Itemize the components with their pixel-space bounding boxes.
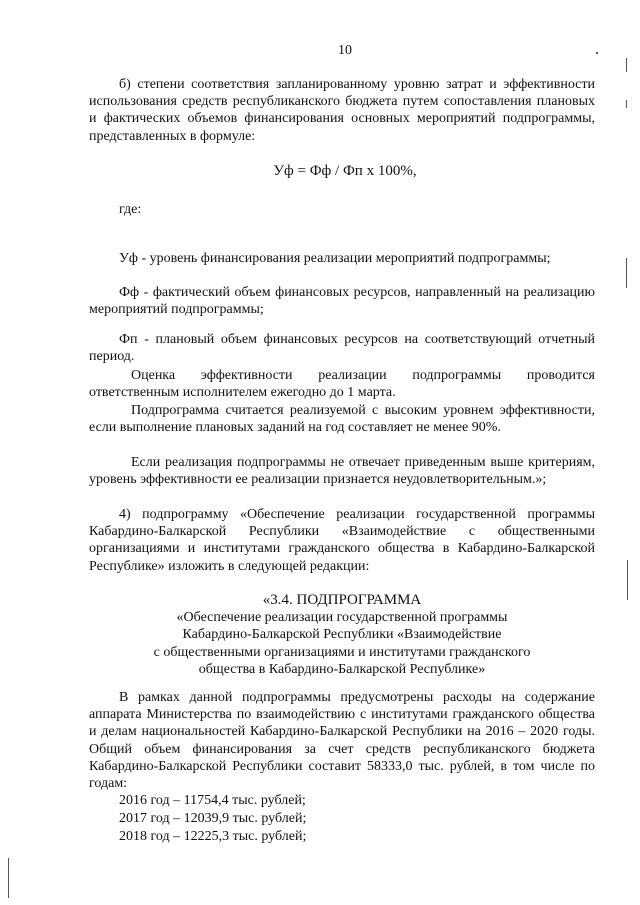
where-label: где: [119,202,142,217]
scan-mark [626,58,627,72]
paragraph-evaluation: Оценка эффективности реализации подпрограммы проводится ответственным исполнителем ежегодно до 1 марта. [89,368,595,401]
formula: Уф = Фф / Фп х 100%, [273,163,417,179]
paragraph-high-efficiency: Подпрограмма считается реализуемой с высоким уровнем эффективности, если выполнение плановых заданий на год составляет не менее 90%. [89,403,595,436]
scan-mark [8,858,9,898]
year-2016: 2016 год – 11754,4 тыс. рублей; [119,793,306,808]
definition-fp: Фп - плановый объем финансовых ресурсов на соответствующий отчетный период. [89,332,595,365]
definition-ff: Фф - фактический объем финансовых ресурсов, направленный на реализацию мероприятий подпрограммы; [89,285,595,318]
paragraph-b: б) степени соответствия запланированному уровню затрат и эффективности использования средств республиканского бюджета путем сопоставления плановых и фактических объемов финансирования основных мероприятий подпрограммы, представленных в формуле: [89,77,595,144]
page-number: 10 [338,43,352,58]
year-2017: 2017 год – 12039,9 тыс. рублей; [119,811,307,826]
paragraph-costs: В рамках данной подпрограммы предусмотрены расходы на содержание аппарата Министерства по взаимодействию с институтами гражданского общества и делам национальностей Кабардино-Балкарской Республики на 2016 – 2020 годы. Общий объем финансирования за счет средств республиканского бюджета Кабардино-Балкарской Республики составит 58333,0 тыс. рублей, в том числе по годам: [89,690,595,792]
scan-mark [626,258,627,288]
paragraph-unsatisfactory: Если реализация подпрограммы не отвечает приведенным выше критериям, уровень эффективности ее реализации признается неудовлетворительным.»; [89,455,595,488]
scan-dot [596,52,598,54]
scan-mark [627,560,628,600]
heading-line-3: Кабардино-Балкарской Республики «Взаимодействие [182,627,502,643]
heading-line-5: общества в Кабардино-Балкарской Республике» [198,661,486,677]
year-2018: 2018 год – 12225,3 тыс. рублей; [119,829,307,844]
subprogram-heading [89,592,595,678]
definition-u: Уф - уровень финансирования реализации мероприятий подпрограммы; [119,251,551,266]
heading-line-2: «Обеспечение реализации государственной программы [176,610,508,626]
heading-line-1: «3.4. ПОДПРОГРАММА [262,592,422,608]
scan-mark [626,100,627,108]
heading-line-4: с общественными организациями и институтами гражданского [153,644,531,660]
paragraph-4: 4) подпрограмму «Обеспечение реализации государственной программы Кабардино-Балкарской Республики «Взаимодействие с общественными организациями и институтами гражданского общества в Кабардино-Балкарской Республике» изложить в следующей редакции: [89,507,595,574]
